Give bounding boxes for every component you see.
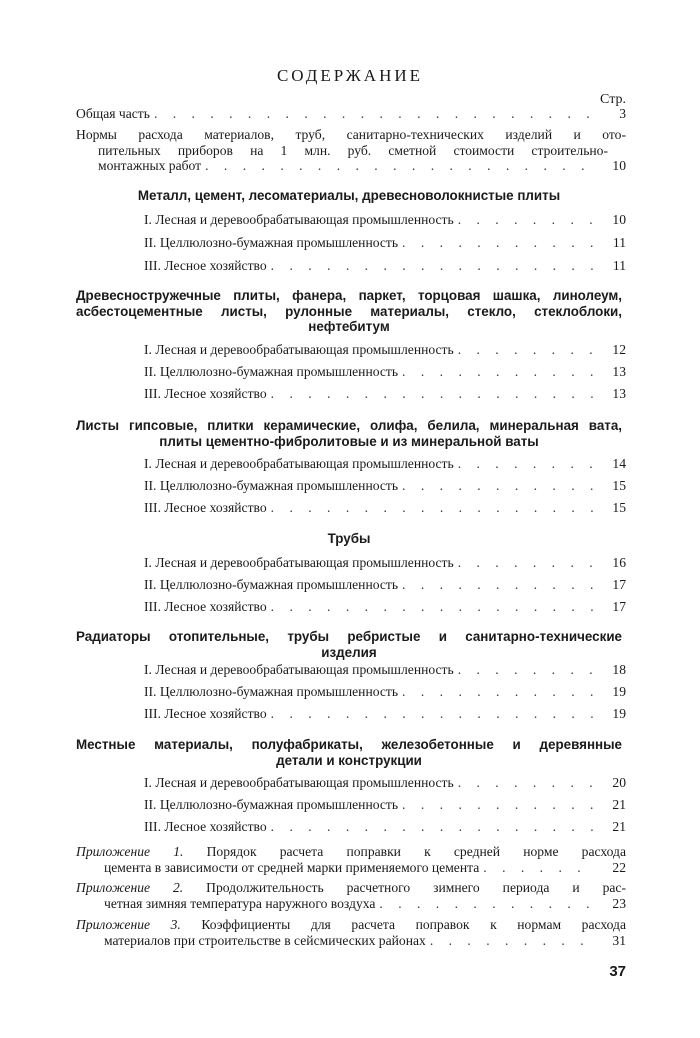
toc-entry-line: четная зимняя температура наружного воздуха xyxy=(104,895,376,911)
leader-dots xyxy=(458,555,596,571)
toc-entry[interactable] xyxy=(144,456,626,472)
toc-entry-label: I. Лесная и деревообрабатывающая промышленность xyxy=(144,456,454,471)
leader-dots xyxy=(402,364,596,380)
toc-appendix[interactable] xyxy=(76,880,626,911)
appendix-title: Продолжительность расчетного зимнего периода и рас- xyxy=(206,880,626,895)
toc-entry-page: 17 xyxy=(612,577,626,592)
toc-entry[interactable] xyxy=(144,577,626,593)
toc-entry[interactable] xyxy=(144,797,626,813)
toc-entry-line: Нормы расхода материалов, труб, санитарно-технических изделий и ото- xyxy=(76,127,626,142)
leader-dots xyxy=(205,158,596,174)
leader-dots xyxy=(458,212,596,228)
toc-entry-page: 23 xyxy=(612,895,626,911)
leader-dots xyxy=(271,706,596,722)
toc-entry-page: 10 xyxy=(612,212,626,227)
leader-dots xyxy=(402,797,596,813)
toc-entry[interactable] xyxy=(144,258,626,274)
toc-entry-page: 17 xyxy=(612,599,626,614)
toc-entry[interactable] xyxy=(144,662,626,678)
appendix-prefix: Приложение 1. xyxy=(76,844,184,859)
toc-entry[interactable] xyxy=(144,684,626,700)
toc-entry-label: II. Целлюлозно-бумажная промышленность xyxy=(144,684,399,699)
toc-entry-page: 18 xyxy=(612,662,626,677)
toc-entry-label: II. Целлюлозно-бумажная промышленность xyxy=(144,364,399,379)
toc-entry[interactable] xyxy=(144,235,626,251)
toc-entry-label: III. Лесное хозяйство xyxy=(144,258,267,273)
toc-entry-line: пительных приборов на 1 млн. руб. сметной стоимости строительно- xyxy=(98,142,608,158)
toc-entry-page: 13 xyxy=(612,364,626,379)
leader-dots xyxy=(458,662,596,678)
toc-entry-label: II. Целлюлозно-бумажная промышленность xyxy=(144,478,399,493)
toc-entry-page: 13 xyxy=(612,386,626,401)
toc-entry[interactable] xyxy=(144,555,626,571)
toc-entry-line: цемента в зависимости от средней марки применяемого цемента xyxy=(104,859,480,875)
section-heading: Металл, цемент, лесоматериалы, древесноволокнистые плиты xyxy=(137,188,561,203)
toc-entry-page: 21 xyxy=(612,797,626,812)
toc-entry-line xyxy=(76,880,626,896)
toc-entry-label: I. Лесная и деревообрабатывающая промышленность xyxy=(144,662,454,677)
toc-entry-line xyxy=(76,844,626,860)
leader-dots xyxy=(271,386,596,402)
toc-entry-label: II. Целлюлозно-бумажная промышленность xyxy=(144,235,399,250)
toc-entry-page: 14 xyxy=(612,456,626,471)
appendix-title: Коэффициенты для расчета поправок к нормам расхода xyxy=(201,917,626,932)
toc-entry-page: 11 xyxy=(612,258,626,273)
toc-entry-page: 31 xyxy=(612,932,626,948)
toc-entry-page: 15 xyxy=(612,500,626,515)
leader-dots xyxy=(379,896,596,912)
toc-entry-label: III. Лесное хозяйство xyxy=(144,706,267,721)
toc-entry-label: I. Лесная и деревообрабатывающая промышленность xyxy=(144,212,454,227)
leader-dots xyxy=(430,933,596,949)
toc-entry-page: 11 xyxy=(612,235,626,250)
toc-entry[interactable] xyxy=(144,364,626,380)
page-column-label: Стр. xyxy=(600,92,626,107)
leader-dots xyxy=(154,106,596,122)
toc-entry[interactable] xyxy=(144,819,626,835)
section-heading: Радиаторы отопительные, трубы ребристые и санитарно-технические изделия xyxy=(76,629,622,660)
toc-entry-label: III. Лесное хозяйство xyxy=(144,819,267,834)
toc-entry-page: 10 xyxy=(612,158,626,173)
toc-entry[interactable] xyxy=(144,386,626,402)
toc-entry-label: I. Лесная и деревообрабатывающая промышленность xyxy=(144,555,454,570)
toc-entry[interactable] xyxy=(144,599,626,615)
toc-appendix[interactable] xyxy=(76,917,626,948)
toc-entry-label: Общая часть xyxy=(76,106,150,121)
appendix-prefix: Приложение 3. xyxy=(76,917,181,932)
toc-entry[interactable] xyxy=(144,775,626,791)
toc-entry-page: 20 xyxy=(612,775,626,790)
toc-entry-page: 22 xyxy=(612,859,626,875)
toc-entry[interactable] xyxy=(144,212,626,228)
leader-dots xyxy=(271,819,596,835)
toc-entry-label: I. Лесная и деревообрабатывающая промышленность xyxy=(144,775,454,790)
leader-dots xyxy=(402,577,596,593)
page-number: 37 xyxy=(609,963,626,980)
toc-entry-page: 15 xyxy=(612,478,626,493)
leader-dots xyxy=(483,860,596,876)
toc-entry-label: II. Целлюлозно-бумажная промышленность xyxy=(144,797,399,812)
toc-entry-label: III. Лесное хозяйство xyxy=(144,599,267,614)
leader-dots xyxy=(271,258,596,274)
toc-entry-page: 16 xyxy=(612,555,626,570)
leader-dots xyxy=(458,342,596,358)
section-heading: Древесностружечные плиты, фанера, паркет, торцовая шашка, линолеум, асбестоцементные листы, рулонные материалы, стекло, стеклоблоки, нефтебитум xyxy=(76,288,622,334)
toc-entry-label: III. Лесное хозяйство xyxy=(144,500,267,515)
leader-dots xyxy=(402,235,596,251)
leader-dots xyxy=(458,775,596,791)
toc-entry-page: 12 xyxy=(612,342,626,357)
toc-entry[interactable] xyxy=(144,706,626,722)
leader-dots xyxy=(271,599,596,615)
toc-entry-line xyxy=(76,917,626,933)
toc-entry[interactable] xyxy=(144,500,626,516)
toc-entry[interactable] xyxy=(144,342,626,358)
appendix-prefix: Приложение 2. xyxy=(76,880,184,895)
toc-title: СОДЕРЖАНИЕ xyxy=(276,66,424,85)
toc-entry-label: III. Лесное хозяйство xyxy=(144,386,267,401)
leader-dots xyxy=(402,478,596,494)
toc-entry-line: монтажных работ xyxy=(98,158,202,173)
toc-entry-page: 3 xyxy=(619,106,626,121)
leader-dots xyxy=(458,456,596,472)
section-heading: Трубы xyxy=(327,531,371,546)
toc-entry-line: материалов при строительстве в сейсмических районах xyxy=(104,932,426,948)
toc-appendix[interactable] xyxy=(76,844,626,875)
toc-entry-page: 19 xyxy=(612,684,626,699)
toc-entry-general[interactable] xyxy=(76,106,626,122)
leader-dots xyxy=(402,684,596,700)
toc-entry-label: II. Целлюлозно-бумажная промышленность xyxy=(144,577,399,592)
section-heading: Местные материалы, полуфабрикаты, железобетонные и деревянные детали и конструкции xyxy=(76,737,622,768)
section-heading: Листы гипсовые, плитки керамические, олифа, белила, минеральная вата, плиты цементно-фибролитовые и из минеральной ваты xyxy=(76,418,622,449)
appendix-title: Порядок расчета поправки к средней норме расхода xyxy=(206,844,627,859)
toc-entry-label: I. Лесная и деревообрабатывающая промышленность xyxy=(144,342,454,357)
toc-entry-norms[interactable] xyxy=(76,127,626,174)
toc-entry-page: 21 xyxy=(612,819,626,834)
toc-entry-page: 19 xyxy=(612,706,626,721)
toc-entry[interactable] xyxy=(144,478,626,494)
leader-dots xyxy=(271,500,596,516)
